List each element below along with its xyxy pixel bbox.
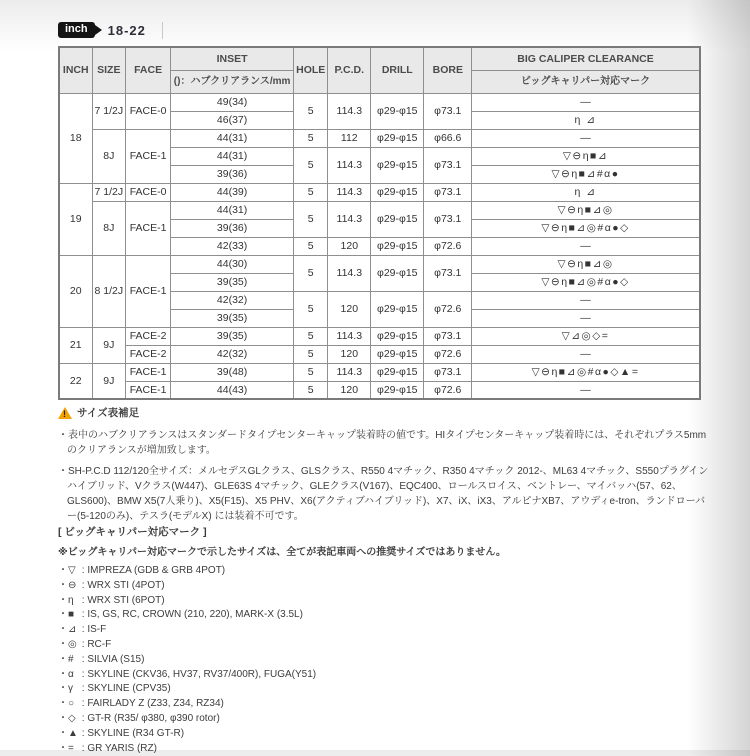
- cell-size: 9J: [92, 327, 126, 363]
- legend-symbol: ○: [68, 698, 75, 710]
- cell-hole: 5: [294, 363, 328, 381]
- notes-title: サイズ表補足: [77, 407, 140, 419]
- cell-hole: 5: [294, 291, 328, 327]
- cell-drill: φ29-φ15: [371, 327, 424, 345]
- cell-mark: ▽⊖η■⊿#α●: [472, 165, 700, 183]
- cell-hole: 5: [294, 327, 328, 345]
- legend-symbol: ▽: [68, 565, 76, 576]
- cell-mark: ▽⊿◎◇=: [472, 327, 700, 345]
- cell-bore: φ66.6: [424, 129, 472, 147]
- cell-bore: φ73.1: [424, 147, 472, 183]
- cell-bore: φ73.1: [424, 93, 472, 129]
- legend-item: ・= : GR YARIS (RZ): [58, 742, 710, 756]
- cell-hole: 5: [294, 93, 328, 129]
- cell-mark: —: [472, 93, 700, 111]
- cell-pcd: 114.3: [328, 255, 371, 291]
- cell-drill: φ29-φ15: [371, 93, 424, 129]
- table-row: [59, 381, 700, 399]
- cell-pcd: 114.3: [328, 147, 371, 183]
- cell-inset: 42(33): [171, 237, 294, 255]
- table-row: [59, 129, 700, 147]
- cell-bore: φ73.1: [424, 183, 472, 201]
- note-item: ・ 表中のハブクリアランスはスタンダードタイプセンターキャップ装着時の値です。HIタイプセンターキャップ装着時には、それぞれプラス5mmのクリアランスが増加致します。: [58, 428, 710, 458]
- cell-face: FACE-0: [126, 93, 171, 129]
- legend-symbol: =: [68, 742, 74, 754]
- header-size: SIZE: [92, 47, 126, 93]
- legend-item: ・⊿ : IS-F: [58, 623, 710, 638]
- cell-mark: —: [472, 237, 700, 255]
- cell-inset: 44(31): [171, 129, 294, 147]
- legend-item: ・# : SILVIA (S15): [58, 653, 710, 668]
- legend-symbol: γ: [68, 683, 73, 695]
- cell-hole: 5: [294, 381, 328, 399]
- cell-size: 9J: [92, 363, 126, 399]
- cell-face: FACE-1: [126, 255, 171, 327]
- cell-pcd: 114.3: [328, 363, 371, 381]
- cell-hole: 5: [294, 183, 328, 201]
- cell-mark: ▽⊖η■⊿: [472, 147, 700, 165]
- cell-inch: 19: [59, 183, 92, 255]
- cell-inset: 39(35): [171, 327, 294, 345]
- cell-inset: 49(34): [171, 93, 294, 111]
- cell-hole: 5: [294, 255, 328, 291]
- header-inch: INCH: [59, 47, 92, 93]
- legend-symbol: η: [68, 594, 74, 606]
- cell-inset: 42(32): [171, 291, 294, 309]
- cell-hole: 5: [294, 237, 328, 255]
- table-row: [59, 255, 700, 273]
- wheel-spec-table: [58, 46, 701, 400]
- legend-item: ・η : WRX STI (6POT): [58, 594, 710, 609]
- cell-mark: ▽⊖η■⊿◎#α●◇: [472, 273, 700, 291]
- legend-item: ・⊖ : WRX STI (4POT): [58, 579, 710, 594]
- notes-title-row: [58, 405, 710, 420]
- tag-arrow-icon: [95, 25, 102, 35]
- header-bore: BORE: [424, 47, 472, 93]
- cell-drill: φ29-φ15: [371, 183, 424, 201]
- legend-item: ・α : SKYLINE (CKV36, HV37, RV37/400R), FUGA(Y51): [58, 668, 710, 683]
- cell-inset: 39(35): [171, 309, 294, 327]
- cell-size: 7 1/2J: [92, 93, 126, 129]
- cell-inset: 39(48): [171, 363, 294, 381]
- cell-inset: 39(36): [171, 165, 294, 183]
- cell-pcd: 114.3: [328, 183, 371, 201]
- legend-list: [58, 564, 710, 756]
- cell-mark: —: [472, 345, 700, 363]
- cell-pcd: 120: [328, 237, 371, 255]
- cell-inset: 44(30): [171, 255, 294, 273]
- cell-face: FACE-1: [126, 201, 171, 255]
- warning-icon: [58, 407, 72, 419]
- header-clearance-en: BIG CALIPER CLEARANCE: [472, 47, 700, 70]
- legend-title: [ ビッグキャリパー対応マーク ]: [58, 526, 207, 538]
- table-row: [59, 183, 700, 201]
- cell-mark: —: [472, 381, 700, 399]
- cell-bore: φ73.1: [424, 201, 472, 237]
- note-item: ・ SH-P.C.D 112/120全サイズ：メルセデスGLクラス、GLSクラス、R550 4マチック、R350 4マチック 2012-、ML63 4マチック、S550プラグインハイブリッド、Vクラス(W447)、GLE63S 4マチック、GLEクラス(V167)、EQC400、ロールスロイス、ベントレー、マイバッハ(57、62、GLS600)、BMW X5(7人乗り)、X5(F15)、X5 PHV、X6(アクティブハイブリッド)、X7、iX、iX3、アルピナXB7、アウディe-tron、ランドローバー(5-120のみ)、テスラ(モデルX) には装着不可です。: [58, 464, 710, 524]
- header-inset: INSET: [171, 47, 294, 70]
- legend-item: ・○ : FAIRLADY Z (Z33, Z34, RZ34): [58, 697, 710, 712]
- cell-inset: 44(31): [171, 147, 294, 165]
- legend-item: ・◎ : RC-F: [58, 638, 710, 653]
- table-row: [59, 345, 700, 363]
- cell-face: FACE-1: [126, 363, 171, 381]
- inch-tag-label: inch: [58, 22, 95, 38]
- cell-drill: φ29-φ15: [371, 255, 424, 291]
- cell-bore: φ72.6: [424, 381, 472, 399]
- table-row: [59, 327, 700, 345]
- cell-pcd: 120: [328, 345, 371, 363]
- cell-drill: φ29-φ15: [371, 363, 424, 381]
- legend-symbol: ◎: [68, 638, 77, 650]
- cell-size: 8 1/2J: [92, 255, 126, 327]
- cell-mark: η ⊿: [472, 183, 700, 201]
- cell-hole: 5: [294, 201, 328, 237]
- legend-item: ・γ : SKYLINE (CPV35): [58, 682, 710, 697]
- cell-mark: ▽⊖η■⊿◎#α●◇▲=: [472, 363, 700, 381]
- legend-item: ・▽ : IMPREZA (GDB & GRB 4POT): [58, 564, 710, 579]
- cell-face: FACE-1: [126, 381, 171, 399]
- legend-symbol: ⊖: [68, 579, 77, 591]
- cell-inch: 22: [59, 363, 92, 399]
- cell-pcd: 114.3: [328, 93, 371, 129]
- spec-table-body: [59, 93, 700, 399]
- cell-inset: 44(43): [171, 381, 294, 399]
- cell-inset: 44(39): [171, 183, 294, 201]
- cell-inch: 18: [59, 93, 92, 183]
- cell-inset: 39(36): [171, 219, 294, 237]
- cell-face: FACE-1: [126, 129, 171, 183]
- header-pcd: P.C.D.: [328, 47, 371, 93]
- header-face: FACE: [126, 47, 171, 93]
- legend-item: ・▲ : SKYLINE (R34 GT-R): [58, 727, 710, 742]
- inch-range: 18-22: [107, 22, 146, 38]
- cell-inch: 20: [59, 255, 92, 327]
- cell-drill: φ29-φ15: [371, 147, 424, 183]
- cell-pcd: 120: [328, 381, 371, 399]
- legend-symbol: α: [68, 668, 74, 680]
- cell-pcd: 120: [328, 291, 371, 327]
- cell-inset: 44(31): [171, 201, 294, 219]
- cell-mark: —: [472, 291, 700, 309]
- cell-mark: η ⊿: [472, 111, 700, 129]
- notes-list: [58, 428, 710, 524]
- cell-size: 7 1/2J: [92, 183, 126, 201]
- cell-inset: 42(32): [171, 345, 294, 363]
- cell-pcd: 114.3: [328, 201, 371, 237]
- cell-inch: 21: [59, 327, 92, 363]
- cell-face: FACE-0: [126, 183, 171, 201]
- table-row: [59, 93, 700, 111]
- cell-drill: φ29-φ15: [371, 291, 424, 327]
- legend-item: ・◇ : GT-R (R35/ φ380, φ390 rotor): [58, 712, 710, 727]
- cell-bore: φ73.1: [424, 327, 472, 345]
- notes-section: [58, 405, 710, 530]
- legend-symbol: ■: [68, 609, 75, 621]
- table-row: [59, 363, 700, 381]
- cell-mark: —: [472, 309, 700, 327]
- cell-drill: φ29-φ15: [371, 345, 424, 363]
- cell-bore: φ73.1: [424, 255, 472, 291]
- cell-hole: 5: [294, 129, 328, 147]
- cell-mark: ▽⊖η■⊿◎#α●◇: [472, 219, 700, 237]
- header-hole: HOLE: [294, 47, 328, 93]
- table-row: [59, 201, 700, 219]
- legend-symbol: ▲: [68, 727, 78, 739]
- cell-inset: 39(35): [171, 273, 294, 291]
- cell-mark: —: [472, 129, 700, 147]
- legend-symbol: ◇: [68, 712, 76, 724]
- legend-symbol: #: [68, 653, 74, 665]
- cell-mark: ▽⊖η■⊿◎: [472, 255, 700, 273]
- cell-drill: φ29-φ15: [371, 129, 424, 147]
- cell-hole: 5: [294, 345, 328, 363]
- legend-section: [58, 524, 710, 756]
- cell-drill: φ29-φ15: [371, 381, 424, 399]
- tag-divider: [162, 22, 163, 39]
- cell-pcd: 112: [328, 129, 371, 147]
- header-inset-sub: ()：ハブクリアランス/mm: [171, 70, 294, 93]
- legend-item: ・■ : IS, GS, RC, CROWN (210, 220), MARK-X (3.5L): [58, 608, 710, 623]
- cell-pcd: 114.3: [328, 327, 371, 345]
- header-row-1: [59, 47, 700, 70]
- cell-face: FACE-2: [126, 345, 171, 363]
- size-range-tag: [58, 21, 163, 39]
- cell-bore: φ72.6: [424, 345, 472, 363]
- header-clearance-jp: ビッグキャリパー対応マーク: [472, 70, 700, 93]
- cell-size: 8J: [92, 201, 126, 255]
- cell-hole: 5: [294, 147, 328, 183]
- cell-drill: φ29-φ15: [371, 201, 424, 237]
- cell-inset: 46(37): [171, 111, 294, 129]
- header-drill: DRILL: [371, 47, 424, 93]
- cell-drill: φ29-φ15: [371, 237, 424, 255]
- cell-mark: ▽⊖η■⊿◎: [472, 201, 700, 219]
- cell-face: FACE-2: [126, 327, 171, 345]
- cell-size: 8J: [92, 129, 126, 183]
- cell-bore: φ72.6: [424, 237, 472, 255]
- cell-bore: φ72.6: [424, 291, 472, 327]
- cell-bore: φ73.1: [424, 363, 472, 381]
- legend-symbol: ⊿: [68, 624, 77, 636]
- legend-note: ※ビッグキャリパー対応マークで示したサイズは、全てが表記車両への推奨サイズではありません。: [58, 547, 507, 558]
